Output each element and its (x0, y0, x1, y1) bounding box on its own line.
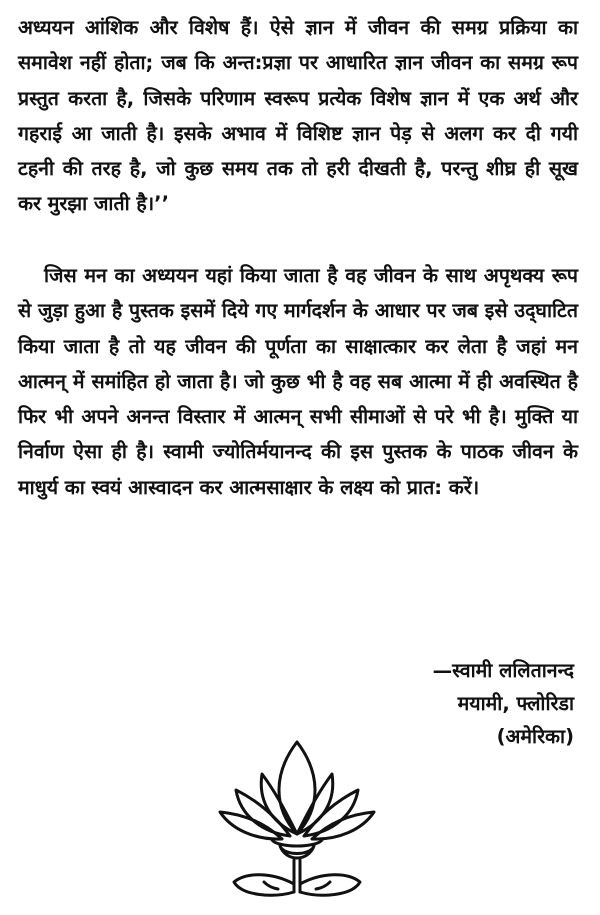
signature-city: मयामी, फ्लोरिडा (457, 692, 574, 715)
signature-name: —स्वामी ललितानन्द (432, 659, 574, 682)
paragraph-2: जिस मन का अध्ययन यहां किया जाता है वह जीवन के साथ अपृथक्य रूप से जुड़ा हुआ है पुस्तक इसमें दिये गए मार्गदर्शन के आधार पर जब इसे उद्‌घाटित किया जाता है तो यह जीवन की पूर्णता का साक्षात्कार कर लेता है जहां मन आत्मन्‌ में समांहित हो जाता है। जो कुछ भी है वह सब आत्मा में ही अवस्थित है फिर भी अपने अनन्त विस्तार में आत्मन्‌ सभी सीमाओं से परे भी है। मुक्ति या निर्वाण ऐसा ही है। स्वामी ज्योतिर्मयानन्द की इस पुस्तक के पाठक जीवन के माधुर्य का स्वयं आस्वादन कर आत्मसाक्षार के लक्ष्य को प्रात: करें। (18, 264, 578, 499)
lotus-icon (212, 722, 382, 902)
signature-country: (अमेरिका) (496, 725, 574, 748)
paragraph-1: अध्ययन आंशिक और विशेष हैं। ऐसे ज्ञान में जीवन की समग्र प्रक्रिया का समावेश नहीं होता; जब कि अन्त:प्रज्ञा पर आधारित ज्ञान जीवन का समग्र रूप प्रस्तुत करता है, जिसके परिणाम स्वरूप प्रत्येक विशेष ज्ञान में एक अर्थ और गहराई आ जाती है। इसके अभाव में विशिष्ट ज्ञान पेड़ से अलग कर दी गयी टहनी की तरह है, जो कुछ समय तक तो हरी दीखती है, परन्तु शीघ्र ही सूख कर मुरझा जाती है।’’ (18, 16, 578, 216)
signature-block (433, 654, 574, 753)
